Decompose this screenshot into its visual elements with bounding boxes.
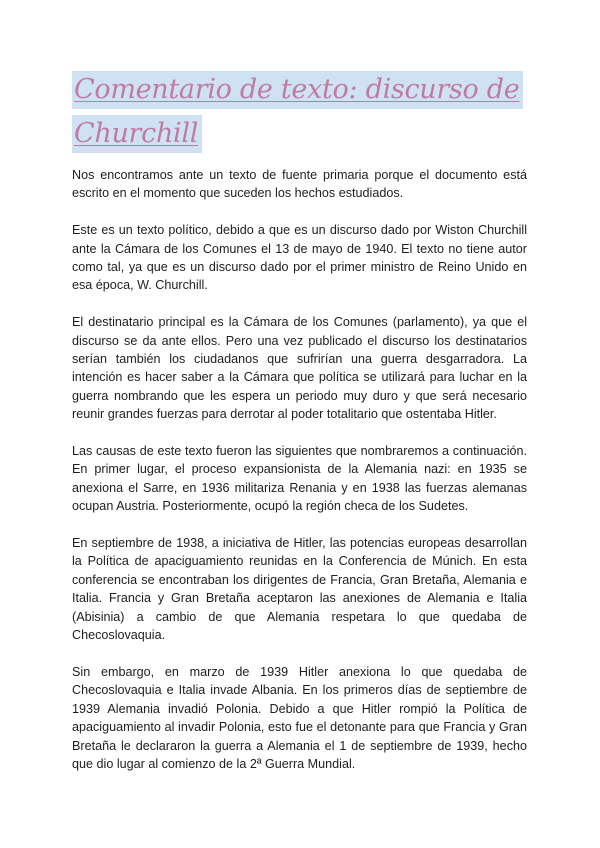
title-line-1: Comentario de texto: discurso de	[72, 71, 523, 109]
paragraph-text-nature: Este es un texto político, debido a que es un discurso dado por Wiston Churchill ante la Cámara de los Comunes el 13 de mayo de 1940. El texto no tiene autor como tal, ya que es un discurso dado por el primer ministro de Reino Unido en esa época, W. Churchill.	[72, 223, 527, 293]
document-body	[72, 166, 527, 792]
paragraph-munich: En septiembre de 1938, a iniciativa de Hitler, las potencias europeas desarrollan la Política de apaciguamiento reunidas en la Conferencia de Múnich. En esta conferencia se encontraban los dirigentes de Francia, Gran Bretaña, Alemania e Italia. Francia y Gran Bretaña aceptaron las anexiones de Alemania e Italia (Abisinia) a cambio de que Alemania respetara lo que quedaba de Checoslovaquia.	[72, 536, 527, 643]
paragraph-causes: Las causas de este texto fueron las siguientes que nombraremos a continuación. En primer lugar, el proceso expansionista de la Alemania nazi: en 1935 se anexiona el Sarre, en 1936 militariza Renania y en 1938 las fuerzas alemanas ocupan Austria. Posteriormente, ocupó la región checa de los Sudetes.	[72, 444, 527, 514]
document-title	[72, 71, 532, 159]
paragraph-recipients: El destinatario principal es la Cámara de los Comunes (parlamento), ya que el discurso se da ante ellos. Pero una vez publicado el discurso los destinatarios serían también los ciudadanos que sufrirían una guerra desgarradora. La intención es hacer saber a la Cámara que política se utilizará para luchar en la guerra nombrando que les espera un periodo muy duro y que será necesario reunir grandes fuerzas para derrotar al poder totalitario que ostentaba Hitler.	[72, 315, 527, 422]
paragraph-outbreak: Sin embargo, en marzo de 1939 Hitler anexiona lo que quedaba de Checoslovaquia e Italia invade Albania. En los primeros días de septiembre de 1939 Alemania invadió Polonia. Debido a que Hitler rompió la Política de apaciguamiento al invadir Polonia, esto fue el detonante para que Francia y Gran Bretaña le declararon la guerra a Alemania el 1 de septiembre de 1939, hecho que dio lugar al comienzo de la 2ª Guerra Mundial.	[72, 664, 527, 771]
title-line-2: Churchill	[72, 115, 202, 153]
paragraph-source-type: Nos encontramos ante un texto de fuente primaria porque el documento está escrito en el momento que suceden los hechos estudiados.	[72, 168, 527, 201]
